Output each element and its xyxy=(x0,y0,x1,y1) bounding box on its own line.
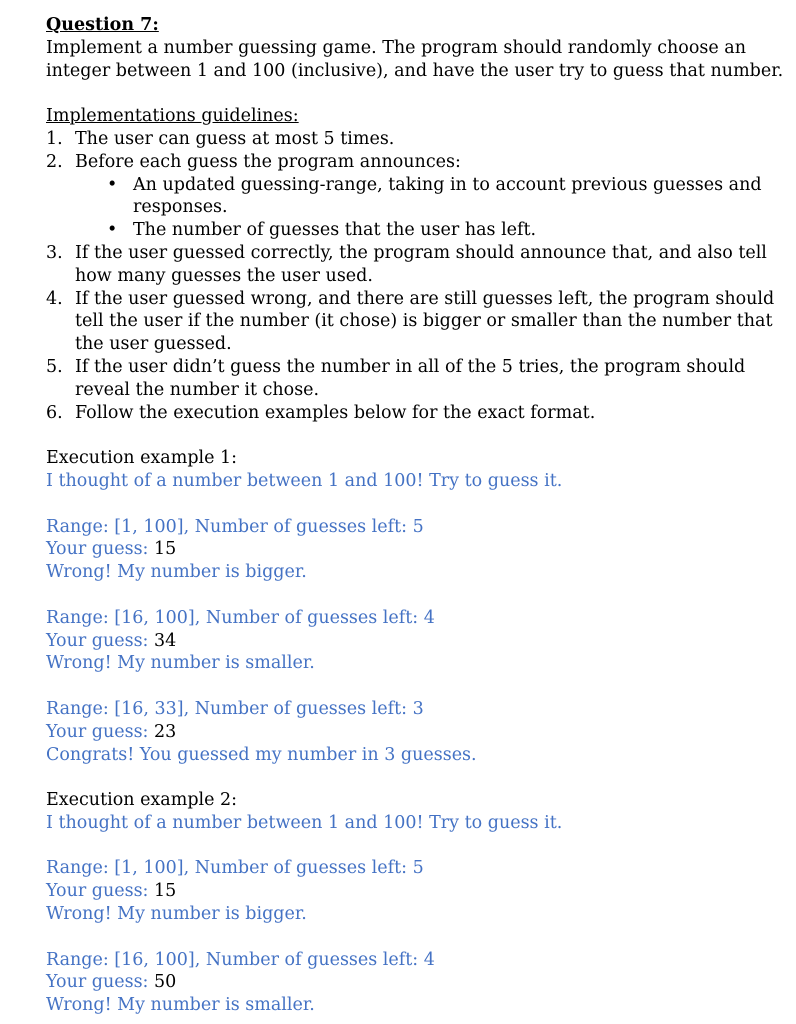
guideline-bullet-text: An updated guessing-range, taking in to account previous guesses and xyxy=(133,174,762,195)
guideline-item-6 xyxy=(46,402,766,425)
guideline-number: 2. xyxy=(46,151,63,172)
question-intro-line-2: integer between 1 and 100 (inclusive), and have the user try to guess that number. xyxy=(46,60,784,81)
guideline-number: 5. xyxy=(46,356,63,377)
example-heading: Execution example 1: xyxy=(46,448,238,469)
response-output: Congrats! You guessed my number in 3 guesses. xyxy=(46,744,477,765)
user-guess-value: 34 xyxy=(154,630,177,651)
guideline-number: 1. xyxy=(46,128,63,149)
guideline-item-1 xyxy=(46,128,766,151)
user-guess-value: 15 xyxy=(154,539,177,560)
spacer xyxy=(46,766,766,789)
bullet-icon: • xyxy=(107,220,118,241)
execution-example-2 xyxy=(46,789,766,1017)
bullet-icon: • xyxy=(107,174,118,195)
response-output: Wrong! My number is bigger. xyxy=(46,904,307,925)
user-guess-value: 23 xyxy=(154,721,177,742)
guideline-text: how many guesses the user used. xyxy=(75,265,373,286)
example-intro-output: I thought of a number between 1 and 100! Try to guess it. xyxy=(46,812,563,833)
spacer xyxy=(46,675,766,698)
guess-line xyxy=(46,721,766,744)
guideline-text: Before each guess the program announces: xyxy=(75,151,461,172)
guidelines-heading: Implementations guidelines: xyxy=(46,106,299,127)
guideline-number: 3. xyxy=(46,242,63,263)
guideline-number: 6. xyxy=(46,402,63,423)
guideline-item-4 xyxy=(46,288,775,356)
range-output: Range: [16, 33], Number of guesses left: 3 xyxy=(46,698,424,719)
spacer xyxy=(46,584,766,607)
range-output: Range: [1, 100], Number of guesses left: 5 xyxy=(46,858,424,879)
range-output: Range: [16, 100], Number of guesses left: 4 xyxy=(46,607,435,628)
range-output: Range: [16, 100], Number of guesses left: 4 xyxy=(46,949,435,970)
guess-line xyxy=(46,630,766,653)
user-guess-value: 50 xyxy=(154,972,177,993)
guideline-bullet-2 xyxy=(46,219,766,242)
response-output: Wrong! My number is bigger. xyxy=(46,562,307,583)
guideline-text: If the user guessed wrong, and there are still guesses left, the program should xyxy=(75,288,775,309)
guideline-text: Follow the execution examples below for the exact format. xyxy=(75,402,596,423)
spacer xyxy=(46,835,766,858)
guess-prompt: Your guess: xyxy=(46,539,155,560)
guideline-item-3 xyxy=(46,242,766,288)
question-title: Question 7: xyxy=(46,15,159,35)
response-output: Wrong! My number is smaller. xyxy=(46,653,315,674)
guideline-text: If the user didn’t guess the number in all of the 5 tries, the program should xyxy=(75,356,746,377)
guess-line xyxy=(46,971,766,994)
guideline-text: tell the user if the number (it chose) is bigger or smaller than the number that xyxy=(75,311,773,332)
guideline-text: If the user guessed correctly, the program should announce that, and also tell xyxy=(75,242,767,263)
spacer xyxy=(46,424,766,447)
guideline-bullet-1 xyxy=(46,174,766,220)
guess-line xyxy=(46,538,766,561)
guess-prompt: Your guess: xyxy=(46,881,155,902)
guess-prompt: Your guess: xyxy=(46,630,155,651)
guideline-text: The user can guess at most 5 times. xyxy=(75,128,395,149)
spacer xyxy=(46,493,766,516)
response-output: Wrong! My number is smaller. xyxy=(46,995,315,1016)
range-output: Range: [1, 100], Number of guesses left: 5 xyxy=(46,516,424,537)
example-heading: Execution example 2: xyxy=(46,790,238,811)
execution-example-1 xyxy=(46,447,766,766)
spacer xyxy=(46,926,766,949)
guess-line xyxy=(46,880,766,903)
spacer xyxy=(46,82,766,105)
guideline-text: reveal the number it chose. xyxy=(75,379,320,400)
question-intro-line-1: Implement a number guessing game. The program should randomly choose an xyxy=(46,37,746,58)
user-guess-value: 15 xyxy=(154,881,177,902)
guideline-bullet-text: responses. xyxy=(133,197,228,218)
guess-prompt: Your guess: xyxy=(46,972,155,993)
guideline-item-2 xyxy=(46,151,766,174)
example-intro-output: I thought of a number between 1 and 100! Try to guess it. xyxy=(46,470,563,491)
guideline-text: the user guessed. xyxy=(75,334,232,355)
guidelines-list xyxy=(46,128,775,424)
guideline-number: 4. xyxy=(46,288,63,309)
guideline-bullet-text: The number of guesses that the user has left. xyxy=(133,220,537,241)
guideline-item-5 xyxy=(46,356,766,402)
guess-prompt: Your guess: xyxy=(46,721,155,742)
